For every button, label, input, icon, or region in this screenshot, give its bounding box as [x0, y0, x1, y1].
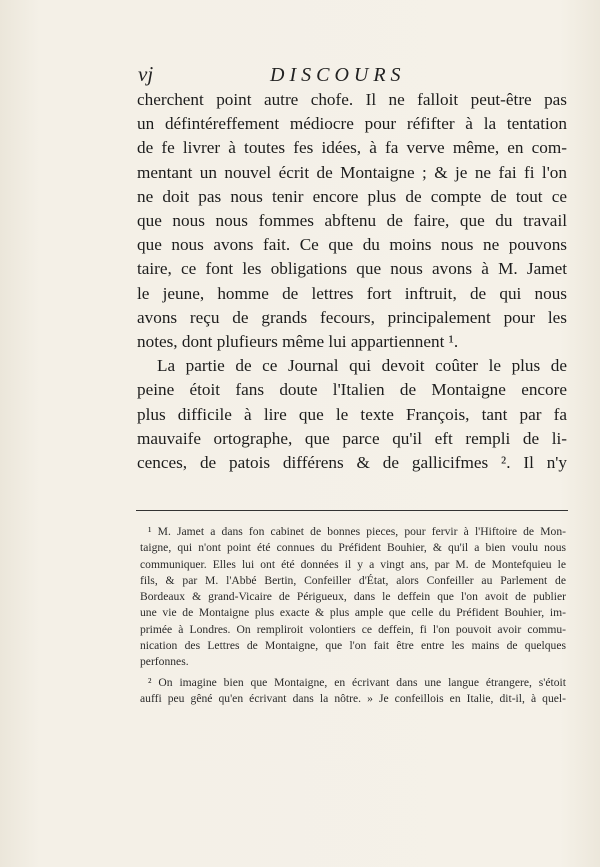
running-head: DISCOURS: [270, 64, 406, 86]
main-text: [137, 88, 567, 475]
footnote-line: une vie de Montaigne plus exacte & plus ample que celle du Préfident Bouhier, im-: [140, 606, 566, 620]
page-header: [138, 62, 438, 86]
footnote-2: [140, 675, 566, 708]
footnote-line: perfonnes.: [140, 655, 189, 669]
footnote-1: [140, 524, 566, 671]
footnote-line: taigne, qui n'ont point été connues du Préfident Bouhier, & qu'il a bien voulu nous: [140, 541, 566, 555]
text-line: ne doit pas nous tenir encore plus de compte de tout ce: [137, 186, 567, 206]
text-line: que nous avons fait. Ce que du moins nous ne pouvons: [137, 235, 567, 255]
text-line: cences, de patois différens & de gallicifmes ². Il n'y: [137, 453, 567, 473]
footnote-line: ² On imagine bien que Montaigne, en écrivant dans une langue étrangere, s'étoit: [148, 675, 566, 689]
text-line: que nous nous fommes abftenu de faire, que du travail: [137, 211, 567, 231]
text-line: le jeune, homme de lettres fort inftruit, de qui nous: [137, 283, 567, 303]
text-line: notes, dont plufieurs même lui appartiennent ¹.: [137, 332, 459, 352]
text-line: peine étoit fans doute l'Italien de Montaigne encore: [137, 380, 567, 400]
text-line: plus difficile à lire que le texte François, tant par fa: [137, 404, 567, 424]
text-line: mentant un nouvel écrit de Montaigne ; & je ne fai fi l'on: [137, 162, 567, 182]
text-line: un défintéreffement médiocre pour réfifter à la tentation: [137, 114, 567, 134]
footnote-line: fils, & par M. l'Abbé Bertin, Confeiller d'État, alors Confeiller au Parlement de: [140, 573, 566, 587]
paragraph-2: [137, 354, 567, 475]
text-line: avons reçu de grands fecours, principalement pour les: [137, 307, 567, 327]
text-line: cherchent point autre chofe. Il ne falloit peut-être pas: [137, 90, 567, 109]
footnote-line: Bordeaux & grand-Vicaire de Périgueux, dans le deffein que l'on avoit de publier: [140, 590, 566, 604]
footnote-line: auffi peu gêné qu'en écrivant dans la nôtre. » Je confeillois en Italie, dit-il, à quel-: [140, 691, 566, 705]
text-line: taire, ce font les obligations que nous avons à M. Jamet: [137, 259, 567, 279]
folio-number: vj: [138, 62, 154, 86]
text-line: La partie de ce Journal qui devoit coûter le plus de: [157, 356, 567, 376]
footnote-divider: [136, 510, 568, 511]
footnote-line: ¹ M. Jamet a dans fon cabinet de bonnes pieces, pour fervir à l'Hiftoire de Mon-: [148, 525, 566, 538]
text-line: de fe livrer à toutes fes idées, à fa verve même, en com-: [137, 138, 567, 158]
footnote-line: communiquer. Elles lui ont été données il y a vingt ans, par M. de Montefquieu le: [140, 557, 566, 571]
footnote-line: nication des Lettres de Montaigne, que l'on fait être entre les mains de quelques: [140, 639, 566, 653]
paragraph-1: [137, 88, 567, 354]
footnotes: [140, 524, 566, 711]
text-line: mauvaife ortographe, que parce qu'il eft rempli de li-: [137, 428, 567, 448]
footnote-line: primée à Londres. On rempliroit volontiers ce deffein, fi l'on pouvoit avoir commu-: [140, 622, 566, 636]
